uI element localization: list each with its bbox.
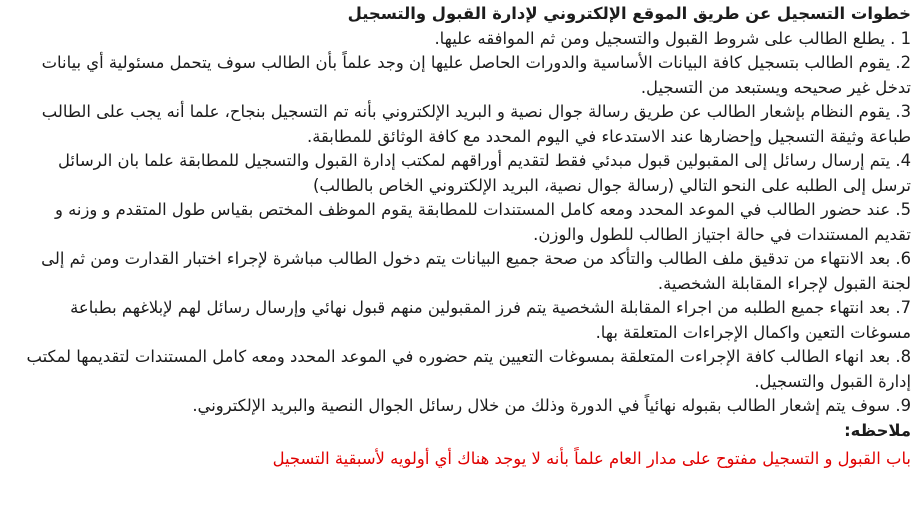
step-4: 4. يتم إرسال رسائل إلى المقبولين قبول مبدئي فقط لتقديم أوراقهم لمكتب إدارة القبول والتسجيل للمطابقة علما بان الرسائل ترسل إلى الطلبه على النحو التالي (رسالة جوال نصية، البريد الإلكتروني الخاص بالطالب) xyxy=(57,151,911,195)
step-7: 7. بعد انتهاء جميع الطلبه من اجراء المقابلة الشخصية يتم فرز المقبولين منهم قبول نهائي وإرسال رسائل لهم لإبلاغهم بطباعة مسوغات التعين واكمال الإجراءات المتعلقة بها. xyxy=(70,298,911,342)
step-3: 3. يقوم النظام بإشعار الطالب عن طريق رسالة جوال نصية و البريد الإلكتروني بأنه تم التسجيل بنجاح، علما أنه يجب على الطالب طباعة وثيقة التسجيل وإحضارها عند الاستدعاء في اليوم المحدد مع كافة الوثائق للمطابقة. xyxy=(41,102,911,146)
step-5: 5. عند حضور الطالب في الموعد المحدد ومعه كامل المستندات للمطابقة يقوم الموظف المختص بقياس طول المتقدم و وزنه و تقديم المستندات في حالة اجتياز الطالب للطول والوزن. xyxy=(55,200,911,244)
step-6: 6. بعد الانتهاء من تدقيق ملف الطالب والتأكد من صحة جميع البيانات يتم دخول الطالب مباشرة لإجراء اختبار القدارت ومن ثم إلى لجنة القبول لإجراء المقابلة الشخصية. xyxy=(41,249,911,293)
note-text: باب القبول و التسجيل مفتوح على مدار العام علماً بأنه لا يوجد هناك أي أولويه لأسبقية التسجيل xyxy=(272,449,911,468)
step-9: 9. سوف يتم إشعار الطالب بقبوله نهائياً في الدورة وذلك من خلال رسائل الجوال النصية والبريد الإلكتروني. xyxy=(192,396,911,415)
step-8: 8. بعد انهاء الطالب كافة الإجراءت المتعلقة بمسوغات التعيين يتم حضوره في الموعد المحدد ومعه كامل المستندات لتقديمها لمكتب إدارة القبول والتسجيل. xyxy=(26,347,911,391)
step-1: 1 . يطلع الطالب على شروط القبول والتسجيل ومن ثم الموافقه عليها. xyxy=(434,28,911,48)
document-title: خطوات التسجيل عن طريق الموقع الإلكتروني لإدارة القبول والتسجيل xyxy=(347,4,911,23)
step-2: 2. يقوم الطالب بتسجيل كافة البيانات الأساسية والدورات الحاصل عليها إن وجد علماً بأن الطالب سوف يتحمل مسئولية أي بيانات تدخل غير صحيحه ويستبعد من التسجيل. xyxy=(41,53,911,97)
note-label: ملاحظه: xyxy=(844,420,911,440)
